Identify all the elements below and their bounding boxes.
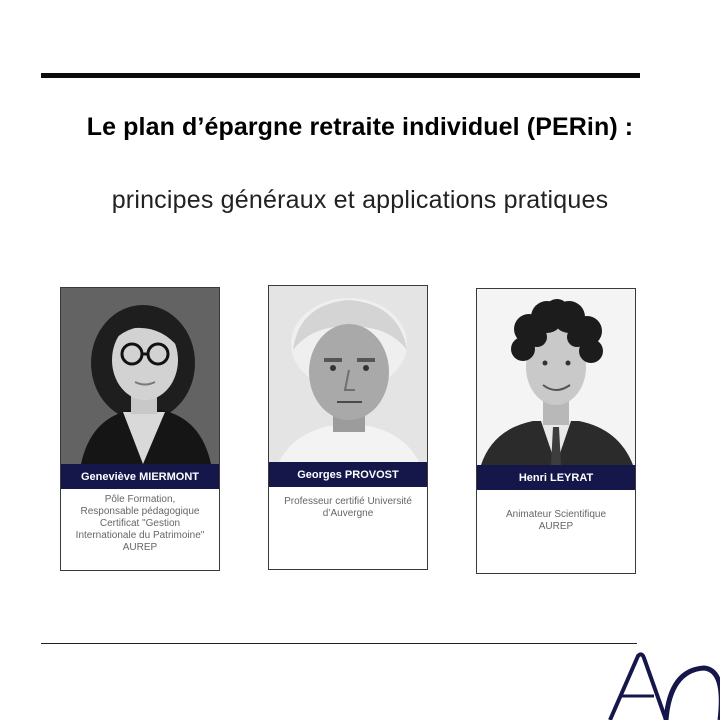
- description-line: Certificat "Gestion: [99, 518, 181, 529]
- page-title: Le plan d’épargne retraite individuel (PERin) :: [86, 113, 634, 141]
- description-line: AUREP: [122, 542, 158, 553]
- speaker-photo: [477, 289, 635, 465]
- speaker-name: Henri LEYRAT: [477, 465, 635, 490]
- description-line: d’Auvergne: [322, 508, 374, 519]
- speaker-name: Geneviève MIERMONT: [61, 464, 219, 489]
- page-subtitle: principes généraux et applications pratiques: [111, 186, 609, 214]
- description-line: Animateur Scientifique: [505, 509, 607, 520]
- description-line: Internationale du Patrimoine": [75, 530, 205, 541]
- speaker-card-miermont: [60, 287, 220, 571]
- speaker-card-provost: [268, 285, 428, 570]
- speaker-description: [477, 490, 635, 537]
- speaker-photo: [61, 288, 219, 464]
- speaker-description: [61, 489, 219, 558]
- description-line: Responsable pédagogique: [80, 506, 200, 517]
- description-line: Professeur certifié Université: [284, 496, 412, 507]
- top-divider: [41, 73, 640, 78]
- speaker-name: Georges PROVOST: [269, 462, 427, 487]
- bottom-divider: [41, 643, 637, 644]
- speaker-description: [269, 487, 427, 524]
- speaker-card-leyrat: [476, 288, 636, 574]
- aurep-monogram-icon: [608, 650, 720, 720]
- speaker-photo: [269, 286, 427, 462]
- description-line: Pôle Formation,: [104, 494, 176, 505]
- description-line: AUREP: [538, 521, 574, 532]
